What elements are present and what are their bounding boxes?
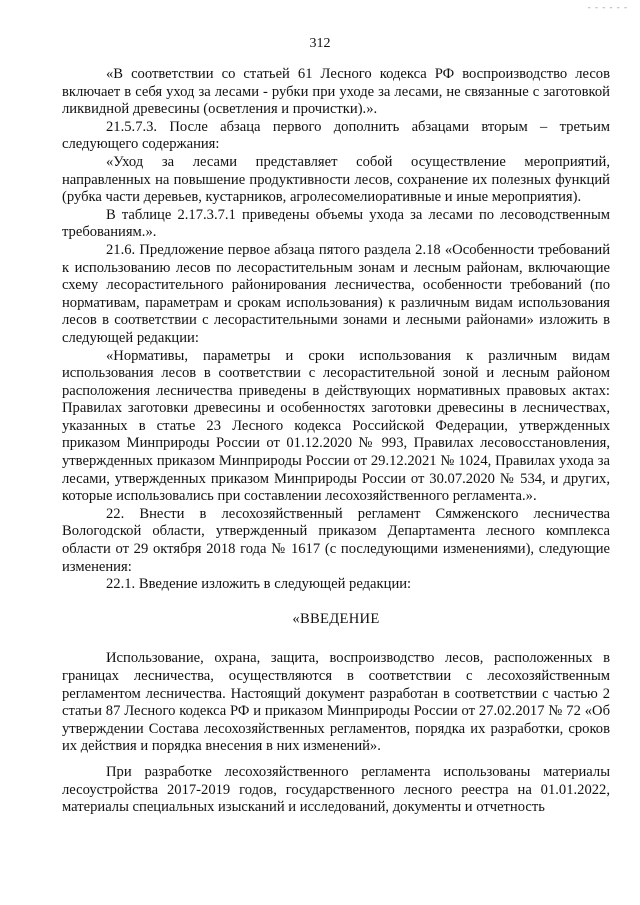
section-heading-introduction: «ВВЕДЕНИЕ xyxy=(292,610,380,627)
paragraph-quote-art61: «В соответствии со статьей 61 Лесного кодекса РФ воспроизводство лесов включает в себя уход за лесами - рубки при уходе за лесами, не связанные с заготовкой ликвидной древесины (осветления и прочистки).». xyxy=(62,66,610,118)
document-body xyxy=(62,66,610,817)
paragraph-intro-2: При разработке лесохозяйственного регламента использованы материалы лесоустройства 2017-2019 годов, государственного лесного реестра на 01.01.2022, материалы специальных изысканий и исследований, документы и отчетность xyxy=(62,763,610,816)
paragraph-22: 22. Внести в лесохозяйственный регламент Сямженского лесничества Вологодской области, утвержденный приказом Департамента лесного комплекса области от 29 октября 2018 года № 1617 (с последующими изменениями), следующие изменения: xyxy=(62,505,610,575)
paragraph-intro-1: Использование, охрана, защита, воспроизводство лесов, расположенных в границах лесничества, осуществляются в соответствии с лесохозяйственным регламентом лесничества. Настоящий документ разработан в соответствии с частью 2 статьи 87 Лесного кодекса РФ и приказом Минприроды России от 27.02.2017 № 72 «Об утверждении Состава лесохозяйственных регламентов, порядка их разработки, сроков их действия и порядка внесения в них изменений». xyxy=(62,650,610,755)
paragraph-table-ref: В таблице 2.17.3.7.1 приведены объемы ухода за лесами по лесоводственным требованиям.». xyxy=(62,206,610,241)
paragraph-spacer xyxy=(62,756,610,764)
paragraph-forest-care: «Уход за лесами представляет собой осуществление мероприятий, направленных на повышение продуктивности лесов, сохранение их полезных функций (рубка части деревьев, кустарников, агролесомелиоративные и иные мероприятия). xyxy=(62,153,610,206)
page-number: 312 xyxy=(309,36,331,51)
paragraph-21-5-7-3: 21.5.7.3. После абзаца первого дополнить абзацами вторым – третьим следующего содержания: xyxy=(62,118,610,153)
paragraph-norms: «Нормативы, параметры и сроки использования к различным видам использования лесов в соответствии с лесорастительной зоной и лесным районом расположения лесничества приведены в действующих нормативных правовых актах: Правилах заготовки древесины и особенностях заготовки древесины в лесничествах, указанных в статье 23 Лесного кодекса Российской Федерации, утвержденных приказом Минприроды России от 01.12.2020 № 993, Правилах лесовосстановления, утвержденных приказом Минприроды России от 29.12.2021 № 1024, Правилах ухода за лесами, утвержденных приказом Минприроды России от 30.07.2020 № 534, и других, которые использовались при составлении лесохозяйственного регламента.». xyxy=(62,347,610,505)
paragraph-21-6: 21.6. Предложение первое абзаца пятого раздела 2.18 «Особенности требований к использованию лесов по лесорастительным зонам и лесным районам, включающие схему лесорастительного районирования лесничества, особенности требований (по нормативам, параметрам и срокам использования) к различным видам использования лесов в соответствии с лесорастительными зонами и лесными районами» изложить в следующей редакции: xyxy=(62,241,610,346)
scan-corner-mark: - - - - - - xyxy=(587,2,628,12)
paragraph-22-1: 22.1. Введение изложить в следующей редакции: xyxy=(106,576,412,593)
